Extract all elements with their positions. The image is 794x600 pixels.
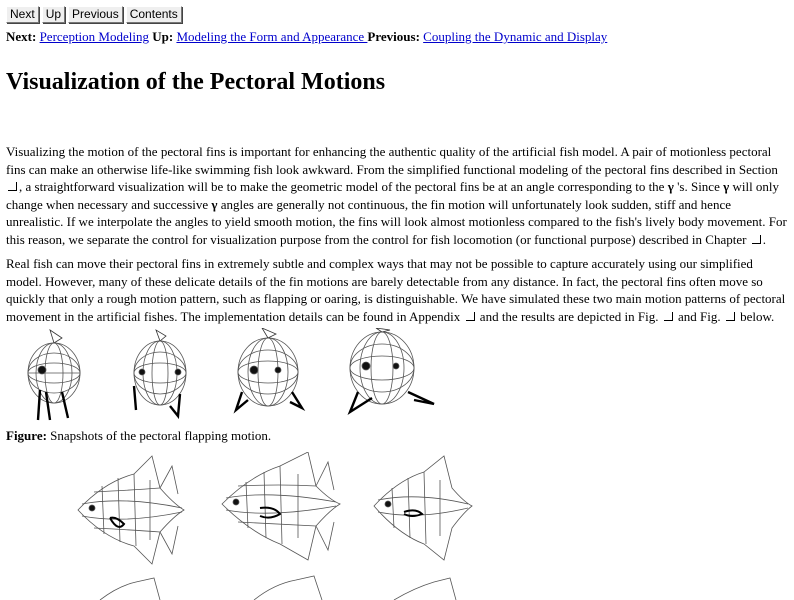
figure-caption-text: Snapshots of the pectoral flapping motion.	[46, 428, 272, 443]
previous-button[interactable]: Previous	[68, 6, 123, 23]
section-ref-icon[interactable]	[8, 182, 17, 191]
fish-front-snapshot-3	[236, 328, 302, 410]
oaring-fish-figure	[74, 452, 474, 600]
fish-side-snapshot-row2	[100, 576, 456, 600]
paragraph-visualization	[6, 143, 790, 248]
paragraph-text: , a straightforward visualization will be to make the geometric model of the pectoral fins be at an angle corresponding to the	[19, 179, 668, 194]
next-label: Next:	[6, 29, 37, 44]
appendix-ref-icon[interactable]	[466, 312, 475, 321]
gamma-symbol: γ	[667, 179, 674, 194]
page-title: Visualization of the Pectoral Motions	[6, 69, 386, 95]
paragraph-text: and the results are depicted in Fig.	[476, 308, 662, 324]
gamma-symbol: γ	[723, 179, 730, 194]
figure-caption	[6, 428, 271, 444]
paragraph-text: will only change when necessary and successive	[6, 179, 780, 212]
fish-front-snapshot-2	[134, 330, 186, 416]
navigation-bar	[6, 6, 182, 23]
paragraph-text: and Fig.	[674, 308, 724, 324]
paragraph-text: angles are generally not continuous, the fin motion will unfortunately look sudden, stiff and hence unrealistic. If we interpolate the angles to yield smooth motion, the fins will look almost motionless compared to the fish's lively body movement. For this reason, we separate the control for visualization purpose from the control for fish locomotion (or functional purpose) described in Chapter	[6, 196, 787, 247]
flapping-fish-figure	[10, 328, 450, 424]
fish-front-snapshot-1	[28, 330, 80, 420]
paragraph-text: Real fish can move their pectoral fins in extremely subtle and complex ways that may not be possible to capture accurately using our simplified model. However, many of these delicate details of the fin motions are barely detectable from any distance. In fact, the pectoral fins often move so quickly that only a rough motion pattern, such as flapping or oaring, is distinguishable. We have simulated these two main motion patterns of pectoral movement in the artificial fishes. The implementation details can be found in Appendix	[6, 256, 786, 324]
fish-side-snapshot-3	[374, 456, 472, 560]
figure-ref-icon[interactable]	[664, 312, 673, 321]
paragraph-text: Visualizing the motion of the pectoral fins is important for enhancing the authentic quality of the artificial fish model. A pair of motionless pectoral fins can make an otherwise life-like swimming fish look awkward. From the simplified functional modeling of the pectoral fins described in Section	[6, 144, 778, 177]
next-button[interactable]: Next	[6, 6, 39, 23]
figure-ref-icon[interactable]	[726, 312, 735, 321]
paragraph-text: below.	[736, 308, 775, 324]
up-button[interactable]: Up	[42, 6, 65, 23]
contents-button[interactable]: Contents	[126, 6, 182, 23]
figure-label: Figure:	[6, 428, 47, 443]
previous-label: Previous:	[367, 29, 420, 44]
next-link[interactable]: Perception Modeling	[39, 29, 149, 44]
chapter-ref-icon[interactable]	[752, 235, 761, 244]
up-label: Up:	[152, 29, 174, 44]
paragraph-text: .	[762, 231, 766, 247]
up-link[interactable]: Modeling the Form and Appearance	[176, 29, 368, 44]
fish-side-snapshot-2	[222, 452, 340, 560]
previous-link[interactable]: Coupling the Dynamic and Display	[423, 29, 608, 44]
gamma-symbol: γ	[211, 196, 218, 212]
navigation-links	[6, 29, 607, 45]
fish-front-snapshot-4	[350, 328, 434, 412]
fish-side-snapshot-1	[78, 456, 184, 564]
paragraph-real-fish	[6, 255, 790, 325]
paragraph-text: 's. Since	[673, 179, 724, 194]
